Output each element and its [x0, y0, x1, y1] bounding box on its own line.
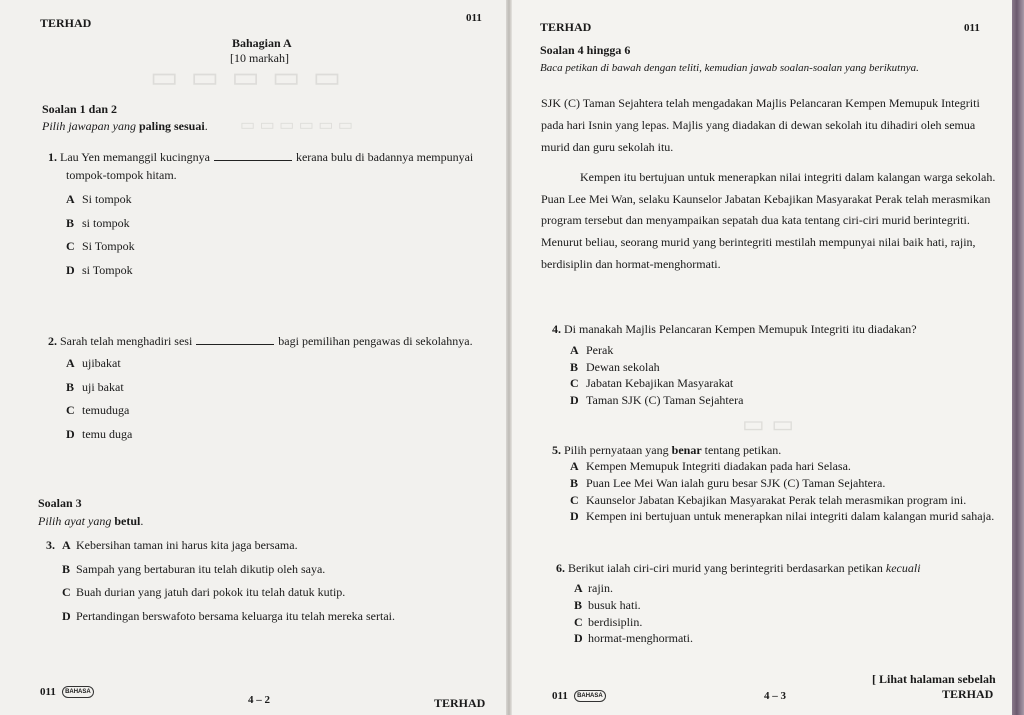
option-text: Kempen ini bertujuan untuk menerapkan nilai integriti dalam kalangan murid sahaja.	[586, 509, 995, 524]
option-text: uji bakat	[82, 379, 124, 394]
option-letter: D	[62, 608, 71, 623]
option-letter: D	[66, 262, 75, 277]
option-letter: C	[574, 614, 583, 629]
option-text: temu duga	[82, 426, 133, 441]
answer-option-c	[66, 403, 129, 418]
q12-heading: Soalan 1 dan 2	[42, 102, 118, 116]
q4-stem: 4. Di manakah Majlis Pelancaran Kempen Memupuk Integriti itu diadakan?	[552, 322, 917, 336]
option-text: si Tompok	[82, 262, 133, 277]
q12-instruction: Pilih jawapan yang paling sesuai.	[42, 119, 208, 133]
passage-line: Puan Lee Mei Wan, selaku Kaunselor Jabatan Kebajikan Masyarakat Perak telah merasmikan	[541, 192, 991, 206]
option-letter: C	[570, 492, 579, 507]
passage-line: program tersebut dan menyampaikan sepatah dua kata tentang ciri-ciri murid berintegriti.	[541, 213, 970, 227]
exam-logo: BAHASA	[574, 690, 606, 702]
option-text: Puan Lee Mei Wan ialah guru besar SJK (C) Taman Sejahtera.	[586, 475, 886, 490]
passage-line: Kempen itu bertujuan untuk menerapkan nilai integriti dalam kalangan warga sekolah.	[580, 170, 996, 184]
footer-terhad: TERHAD	[434, 696, 486, 710]
bleed-through-text: ▭ ▭ ▭ ▭ ▭	[150, 61, 344, 94]
option-text: Kaunselor Jabatan Kebajikan Masyarakat Perak telah merasmikan program ini.	[586, 492, 967, 507]
header-terhad: TERHAD	[40, 16, 92, 30]
section-marks: [10 markah]	[230, 51, 289, 65]
option-letter: A	[66, 356, 75, 370]
option-letter: C	[62, 585, 71, 599]
option-text: hormat-menghormati.	[588, 631, 693, 646]
option-text: Sampah yang bertaburan itu telah dikutip oleh saya.	[76, 561, 326, 576]
option-text: Kebersihan taman ini harus kita jaga bersama.	[76, 538, 298, 552]
bleed-through-text: ▭ ▭ ▭ ▭ ▭ ▭	[240, 117, 353, 134]
left-page	[0, 0, 506, 715]
option-text: Si Tompok	[82, 239, 135, 253]
q6-stem: 6. Berikut ialah ciri-ciri murid yang berintegriti berdasarkan petikan kecuali	[556, 561, 921, 575]
header-code: 011	[466, 12, 482, 24]
passage-line: SJK (C) Taman Sejahtera telah mengadakan Majlis Pelancaran Kempen Memupuk Integriti	[541, 96, 980, 110]
option-text: ujibakat	[82, 356, 121, 370]
option-text: Taman SJK (C) Taman Sejahtera	[586, 392, 744, 407]
answer-option-c	[574, 615, 642, 630]
q3-instruction: Pilih ayat yang betul.	[38, 514, 144, 528]
passage-line: pada hari Isnin yang lepas. Majlis yang diadakan di dewan sekolah itu dihadiri oleh semua	[541, 118, 976, 132]
passage-line: Menurut beliau, seorang murid yang berintegriti mestilah mempunyai nilai baik hati, rajin,	[541, 235, 976, 249]
option-letter: D	[570, 392, 579, 407]
option-letter: C	[570, 376, 579, 390]
answer-blank	[214, 159, 292, 161]
answer-blank	[196, 343, 274, 345]
answer-option-a	[570, 459, 851, 474]
q1-stem: 1. Lau Yen memanggil kucingnya kerana bulu di badannya mempunyai	[48, 150, 474, 164]
answer-option-c	[570, 376, 733, 391]
option-letter: D	[66, 426, 75, 441]
answer-option-d	[66, 427, 132, 442]
q5-stem: 5. Pilih pernyataan yang benar tentang petikan.	[552, 443, 782, 457]
option-letter: B	[62, 561, 71, 576]
option-text: rajin.	[588, 581, 613, 595]
footer-code: 011 BAHASA	[552, 690, 606, 702]
option-letter: A	[570, 459, 579, 473]
answer-option-c	[570, 493, 966, 508]
exam-logo: BAHASA	[62, 686, 94, 698]
footer-code: 011 BAHASA	[40, 686, 94, 698]
option-letter: A	[62, 538, 71, 552]
answer-option-a	[570, 343, 613, 358]
q3-number: 3.	[46, 538, 55, 552]
option-letter: B	[66, 379, 75, 394]
passage-line: berdisiplin dan hormat-menghormati.	[541, 257, 721, 271]
header-terhad: TERHAD	[540, 20, 592, 34]
option-text: Si tompok	[82, 192, 132, 206]
footer-page: 4 – 3	[764, 690, 786, 702]
answer-option-a	[66, 356, 121, 371]
bleed-through-text: ▭ ▭	[742, 411, 795, 438]
option-text: Pertandingan berswafoto bersama keluarga itu telah mereka sertai.	[76, 608, 395, 623]
option-letter: A	[574, 581, 583, 595]
option-letter: A	[66, 192, 75, 206]
option-text: Kempen Memupuk Integriti diadakan pada hari Selasa.	[586, 459, 851, 473]
q2-stem: 2. Sarah telah menghadiri sesi bagi pemilihan pengawas di sekolahnya.	[48, 334, 473, 348]
passage-line: murid dan guru sekolah itu.	[541, 140, 674, 154]
answer-option-c	[66, 239, 135, 254]
answer-option-b	[66, 380, 124, 395]
option-text: Jabatan Kebajikan Masyarakat	[586, 376, 734, 390]
answer-option-d	[574, 631, 693, 646]
section-title: Bahagian A	[232, 36, 292, 50]
option-letter: D	[570, 509, 579, 524]
option-letter: B	[570, 475, 579, 490]
answer-option-b	[62, 562, 325, 577]
option-letter: B	[66, 215, 75, 230]
option-letter: B	[570, 359, 579, 374]
footer-page: 4 – 2	[248, 694, 270, 706]
answer-option-b	[570, 360, 660, 375]
option-text: busuk hati.	[588, 597, 641, 612]
answer-option-b	[570, 476, 885, 491]
answer-option-a	[62, 538, 298, 553]
answer-option-d	[62, 609, 395, 624]
intro-instruction: Baca petikan di bawah dengan teliti, kemudian jawab soalan-soalan yang berikutnya.	[540, 62, 919, 74]
option-letter: C	[66, 403, 75, 417]
option-letter: D	[574, 631, 583, 646]
answer-option-c	[62, 585, 345, 600]
option-text: temuduga	[82, 403, 130, 417]
footer-terhad: TERHAD	[942, 687, 994, 701]
desk-background	[1012, 0, 1024, 715]
q1-stem-line2: tompok-tompok hitam.	[66, 168, 177, 182]
answer-option-d	[570, 393, 743, 408]
header-code: 011	[964, 22, 980, 34]
intro-heading: Soalan 4 hingga 6	[540, 43, 631, 57]
option-letter: B	[574, 597, 583, 612]
right-page	[512, 0, 1012, 715]
answer-option-d	[66, 263, 133, 278]
option-text: berdisiplin.	[588, 614, 643, 629]
option-letter: C	[66, 239, 75, 253]
option-text: si tompok	[82, 215, 130, 230]
option-letter: A	[570, 343, 579, 357]
answer-option-d	[570, 509, 994, 524]
option-text: Perak	[586, 343, 614, 357]
answer-option-b	[66, 216, 130, 231]
answer-option-a	[66, 192, 132, 207]
q3-heading: Soalan 3	[38, 496, 82, 510]
option-text: Dewan sekolah	[586, 359, 660, 374]
answer-option-a	[574, 581, 613, 596]
footer-next-page: [ Lihat halaman sebelah	[872, 672, 996, 686]
answer-option-b	[574, 598, 641, 613]
option-text: Buah durian yang jatuh dari pokok itu telah datuk kutip.	[76, 585, 346, 599]
